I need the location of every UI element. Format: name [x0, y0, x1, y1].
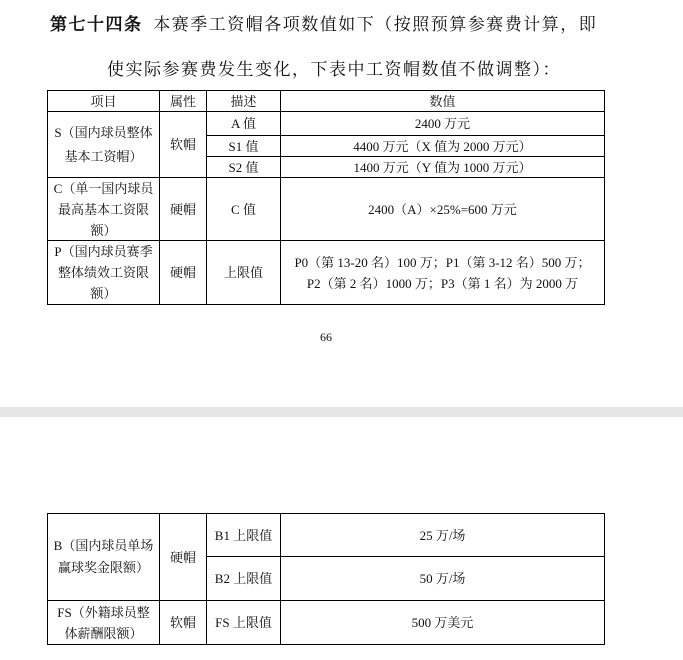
- page-number: 66: [320, 330, 332, 344]
- fs-limit-description: FS 上限值: [207, 601, 281, 645]
- a-value: 2400 万元: [281, 112, 605, 136]
- item-line: P（国内球员赛季: [54, 244, 153, 259]
- item-line: 体薪酬限额）: [64, 625, 143, 641]
- c-cap-attribute: 硬帽: [160, 178, 207, 241]
- fs-limit-value: 500 万美元: [281, 601, 605, 645]
- value-line: P0（第 13-20 名）100 万；P1（第 3-12 名）500 万；: [294, 254, 591, 270]
- c-value: 2400（A）×25%=600 万元: [281, 178, 605, 241]
- p-cap-item: [48, 241, 160, 305]
- salary-cap-table: [47, 90, 605, 305]
- s1-value-description: S1 值: [207, 136, 281, 157]
- article-line-2: [107, 60, 561, 80]
- s-cap-attribute: 软帽: [160, 112, 207, 178]
- article-text-1: 本赛季工资帽各项数值如下（按照预算参赛费计算，即: [153, 15, 598, 34]
- article-text-2: 使实际参赛费发生变化，下表中工资帽数值不做调整）：: [107, 60, 561, 79]
- header-value: 数值: [281, 91, 605, 112]
- b1-limit-description: B1 上限值: [207, 514, 281, 557]
- fs-cap-attribute: 软帽: [160, 601, 207, 645]
- header-description: 描述: [207, 91, 281, 112]
- article-number: 第七十四条: [50, 15, 143, 34]
- item-line: 最高基本工资限: [57, 201, 149, 217]
- header-item: 项目: [48, 91, 160, 112]
- item-line: 额）: [90, 286, 117, 301]
- b2-limit-description: B2 上限值: [207, 557, 281, 601]
- item-line: 整体绩效工资限: [57, 265, 149, 280]
- p-limit-value: [281, 241, 605, 305]
- s2-value-description: S2 值: [207, 157, 281, 178]
- item-line: 额）: [90, 222, 117, 238]
- item-line: S（国内球员整体: [54, 124, 153, 140]
- p-cap-attribute: 硬帽: [160, 241, 207, 305]
- c-cap-item: [48, 178, 160, 241]
- a-value-description: A 值: [207, 112, 281, 136]
- item-line: C（单一国内球员: [53, 180, 154, 196]
- fs-cap-item: [48, 601, 160, 645]
- page-separator: [0, 407, 683, 417]
- document-page-lower: [0, 417, 683, 660]
- article-line-1: [50, 15, 597, 35]
- c-value-description: C 值: [207, 178, 281, 241]
- header-attribute: 属性: [160, 91, 207, 112]
- p-limit-description: 上限值: [207, 241, 281, 305]
- s2-value: 1400 万元（Y 值为 1000 万元）: [281, 157, 605, 178]
- item-line: 基本工资帽）: [64, 148, 143, 164]
- value-line: P2（第 2 名）1000 万；P3（第 1 名）为 2000 万: [306, 275, 579, 291]
- b-cap-attribute: 硬帽: [160, 514, 207, 601]
- b2-limit-value: 50 万/场: [281, 557, 605, 601]
- b-cap-item: [48, 514, 160, 601]
- s1-value: 4400 万元（X 值为 2000 万元）: [281, 136, 605, 157]
- salary-cap-table-continued: [47, 513, 605, 645]
- item-line: FS（外籍球员整: [57, 604, 150, 620]
- item-line: 赢球奖金限额）: [57, 560, 149, 575]
- b1-limit-value: 25 万/场: [281, 514, 605, 557]
- s-cap-item: [48, 112, 160, 178]
- item-line: B（国内球员单场: [53, 538, 154, 553]
